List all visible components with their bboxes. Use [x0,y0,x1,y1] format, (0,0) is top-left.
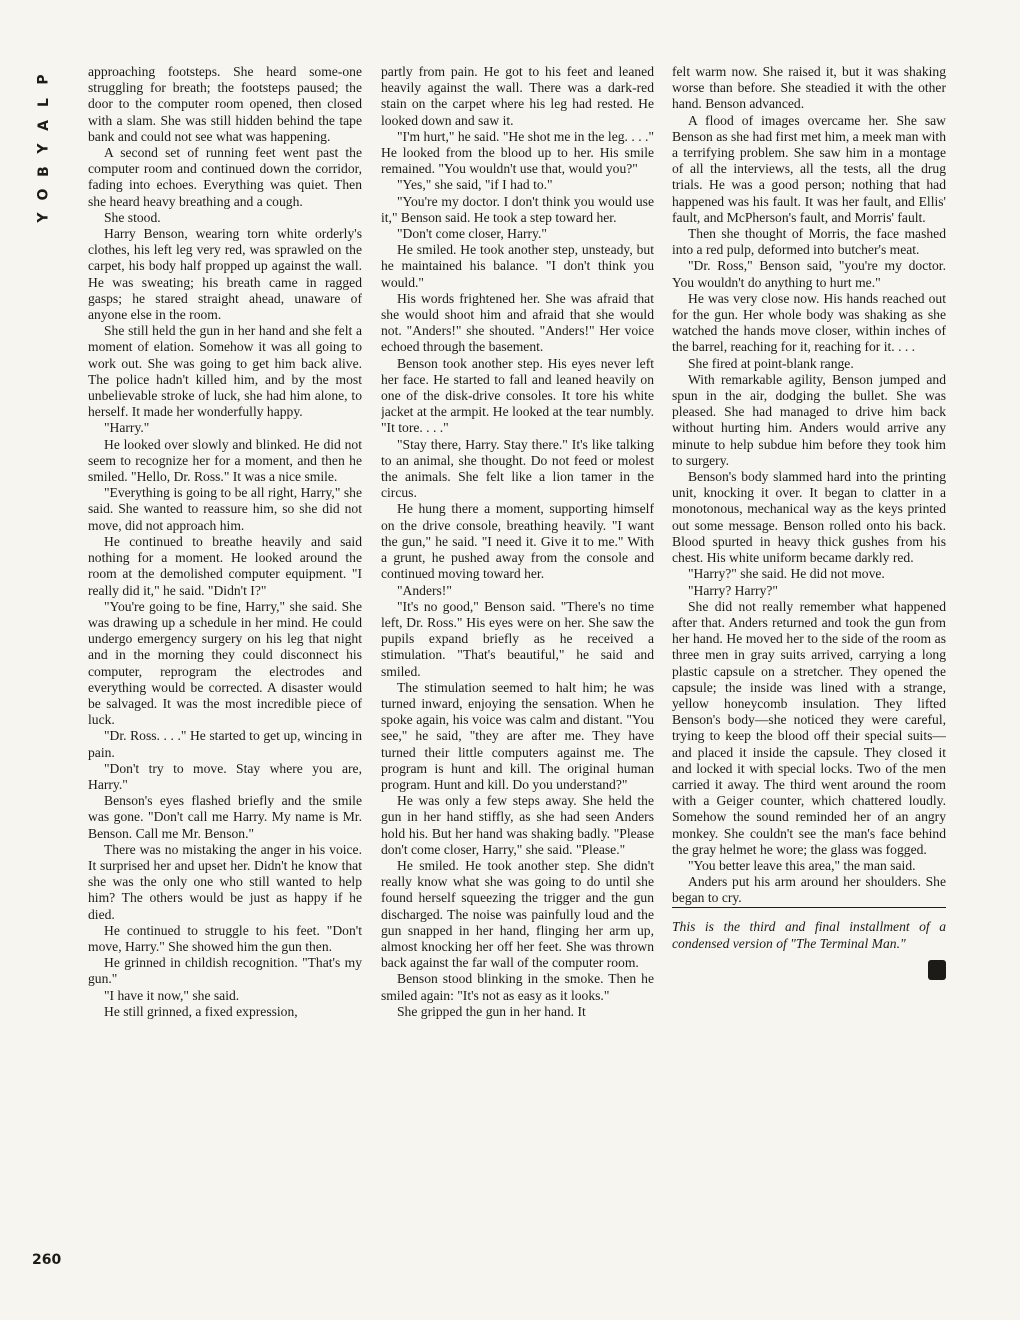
paragraph: She fired at point-blank range. [688,355,854,371]
paragraph: He grinned in childish recognition. "That's my gun." [88,955,362,987]
paragraph: He looked over slowly and blinked. He did not seem to recognize her for a moment, and then he smiled. "Hello, Dr. Ross." It was a nice smile. [88,436,362,485]
masthead-letter: A [35,120,52,131]
paragraph: The stimulation seemed to halt him; he was turned inward, enjoying the sensation. When he spoke again, his voice was calm and distant. "You see," he said, "they are after me. They have turned their little computers against me. The program is hunt and kill. The original human program. Hunt and kill. Do you understand?" [381,679,654,792]
paragraph: "I have it now," she said. [104,987,240,1003]
paragraph: "Harry? Harry?" [688,582,778,598]
paragraph: "I'm hurt," he said. "He shot me in the leg. . . ." He looked from the blood up to her. His smile remained. "You wouldn't use that, would you?" [381,128,654,177]
paragraph: "Don't try to move. Stay where you are, Harry." [88,760,362,792]
paragraph: "You better leave this area," the man said. [688,857,916,873]
paragraph: Benson's body slammed hard into the printing unit, knocking it over. It began to clatter in a monotonous, mechanical way as the keys printed out some message. Benson rolled onto his back. Blood spurted in heavy thick gushes from his chest. His white uniform became darkly red. [672,469,946,566]
paragraph: Anders put his arm around her shoulders. She began to cry. [672,874,946,906]
magazine-masthead [32,68,56,229]
paragraph: Benson stood blinking in the smoke. Then he smiled again: "It's not as easy as it looks." [381,971,654,1003]
masthead-letter: P [35,74,52,85]
text-column-1 [88,64,362,1274]
paragraph: He smiled. He took another step. She didn't really know what she was going to do until she found herself squeezing the trigger and the gun discharged. The noise was painfully loud and the gun snapped in her hand, flinging her arm up, almost knocking her off her feet. She was thrown back against the far wall of the computer room. [381,857,654,971]
masthead-letter: B [35,166,52,177]
paragraph: "Dr. Ross. . . ." He started to get up, wincing in pain. [88,728,362,760]
paragraph: "Dr. Ross," Benson said, "you're my doctor. You wouldn't do anything to hurt me." [672,258,946,290]
paragraph: "It's no good," Benson said. "There's no time left, Dr. Ross." His eyes were on her. She saw the pupils expand briefly as he received a stimulation. "That's beautiful," he said and smiled. [381,598,654,679]
paragraph: "Yes," she said, "if I had to." [397,177,553,193]
paragraph: She stood. [104,209,161,225]
paragraph: He continued to struggle to his feet. "Don't move, Harry." She showed him the gun then. [88,922,362,954]
paragraph: There was no mistaking the anger in his voice. It surprised her and upset her. Didn't he know that she was the only one who still wanted to help him? The others would be just as happy if he died. [88,841,362,922]
paragraph: His words frightened her. She was afraid that she would shoot him and afraid that she would not. "Anders!" she shouted. "Anders!" Her voice echoed through the basement. [381,290,654,355]
paragraph: He was very close now. His hands reached out for the gun. Her whole body was shaking as she watched the hands move closer, within inches of the barrel, reaching for it, reaching for it. . . . [672,290,946,355]
paragraph: He still grinned, a fixed expression, [104,1003,298,1019]
masthead-letter: Y [35,143,52,154]
paragraph: approaching footsteps. She heard some-one struggling for breath; the footsteps paused; the door to the computer room opened, then closed with a slam. She was still hidden behind the tape bank and could not see what was happening. [88,64,362,144]
paragraph: He was only a few steps away. She held the gun in her hand stiffly, as she had seen Anders hold his. But her hand was shaking badly. "Please don't come closer, Harry," she said. "Please." [381,793,654,857]
installment-note: This is the third and final installment of a condensed version of "The Terminal Man." [672,907,946,952]
paragraph: "You're my doctor. I don't think you would use it," Benson said. He took a step toward her. [381,193,654,225]
paragraph: "Harry?" she said. He did not move. [688,566,885,582]
paragraph: He smiled. He took another step, unsteady, but he maintained his balance. "I don't think you would." [381,242,654,290]
paragraph: She did not really remember what happened after that. Anders returned and took the gun from her hand. He moved her to the side of the room as three men in gray suits arrived, carrying a long plastic capsule on a stretcher. They opened the capsule; the inside was lined with a strange, yellow honeycomb insulation. They lifted Benson's body—she noticed they were careful, trying to keep the blood off their special suits—and placed it inside the capsule. They closed it and locked it with special locks. Two of the men carried it away. The third went around the room with a Geiger counter, which chattered loudly. Somehow the sound reminded her of an angry monkey. She couldn't see the man's face behind the gray helmet he wore; the glass was fogged. [672,598,946,857]
masthead-letter: O [35,188,52,201]
paragraph: "You're going to be fine, Harry," she said. She was drawing up a schedule in her mind. He could undergo emergency surgery on his leg that night and in the morning they could disconnect his computer, reprogram the electrodes and everything would be corrected. A disaster would be salvaged. It was the most incredible piece of luck. [88,598,362,728]
page-number: 260 [32,1252,62,1268]
rabbit-endmark-icon [928,960,946,980]
masthead-letter: L [35,98,52,107]
column-3-body [672,64,946,907]
paragraph: "Everything is going to be all right, Harry," she said. She wanted to reassure him, so she did not move, did not approach him. [88,485,362,533]
paragraph: "Stay there, Harry. Stay there." It's like talking to an animal, she thought. Do not feed or molest the animals. She felt like a lion tamer in the circus. [381,436,654,501]
paragraph: felt warm now. She raised it, but it was shaking worse than before. She steadied it with the other hand. Benson advanced. [672,64,946,112]
paragraph: He continued to breathe heavily and said nothing for a moment. He looked around the room at the demolished computer equipment. "I really did it," he said. "Didn't I?" [88,533,362,598]
paragraph: She still held the gun in her hand and she felt a moment of elation. Somehow it was all going to work out. She was going to get him back alive. The police hadn't killed him, and by the most unbelievable stroke of luck, she had him alone, to herself. It made her wonderfully happy. [88,323,362,420]
paragraph: partly from pain. He got to his feet and leaned heavily against the wall. There was a dark-red stain on the carpet where his leg had rested. He looked down and saw it. [381,64,654,128]
paragraph: A second set of running feet went past the computer room and continued down the corridor, fading into echoes. Everything was quiet. Then she heard heavy breathing and a cough. [88,145,362,209]
paragraph: Benson took another step. His eyes never left her face. He started to fall and leaned heavily on one of the disk-drive consoles. It tore his white jacket at the armpit. He looked at the tear numbly. "It tore. . . ." [381,355,654,436]
paragraph: "Harry." [104,420,150,436]
text-column-2 [381,64,654,1274]
paragraph: "Anders!" [397,582,452,598]
masthead-letter: Y [35,212,52,223]
paragraph: He hung there a moment, supporting himself on the drive console, breathing heavily. "I want the gun," he said. "I need it. Give it to me." With a grunt, he pushed away from the console and continued moving toward her. [381,501,654,582]
paragraph: Then she thought of Morris, the face mashed into a red pulp, deformed into butcher's meat. [672,226,946,258]
text-column-3 [672,64,946,1274]
paragraph: She gripped the gun in her hand. It [397,1003,586,1019]
paragraph: "Don't come closer, Harry." [397,226,547,242]
paragraph: With remarkable agility, Benson jumped and spun in the air, dodging the bullet. She was pleased. She had managed to drive him back without hurting him. Anders would arrive any minute to help subdue him before they took him to surgery. [672,371,946,468]
paragraph: Benson's eyes flashed briefly and the smile was gone. "Don't call me Harry. My name is Mr. Benson. Call me Mr. Benson." [88,793,362,841]
paragraph: A flood of images overcame her. She saw Benson as she had first met him, a meek man with a terrifying problem. She saw him in a montage of all the interviews, all the tests, all the drug trials. He was a good person; nothing that had happened was his fault. It was her fault, and Ellis' fault, and McPherson's fault, and Morris' fault. [672,112,946,225]
paragraph: Harry Benson, wearing torn white orderly's clothes, his left leg very red, was sprawled on the carpet, his body half propped up against the wall. He was sweating; his breath came in ragged gasps; he stared straight ahead, unaware of anyone else in the room. [88,226,362,323]
